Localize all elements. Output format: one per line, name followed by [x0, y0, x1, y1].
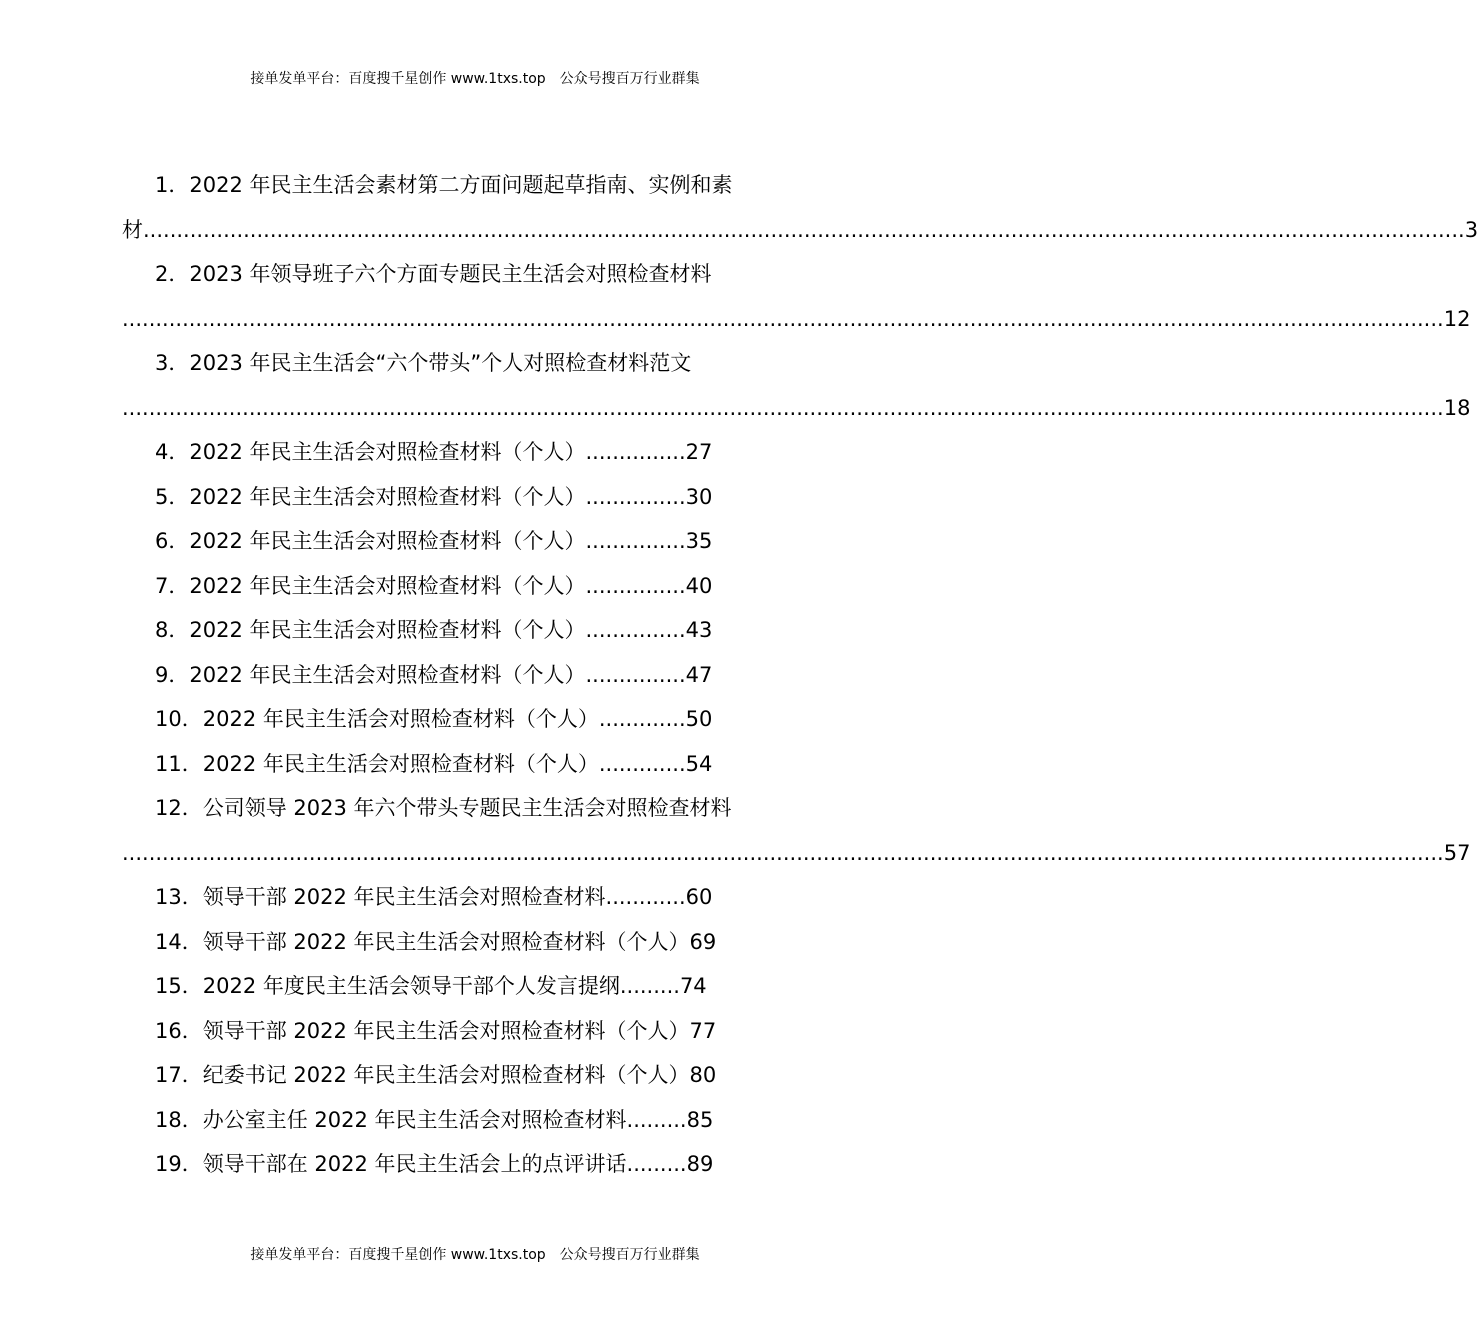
toc-number: 10． — [155, 707, 203, 731]
toc-entry-3[interactable] — [122, 341, 1471, 430]
toc-page: 69 — [689, 929, 717, 954]
toc-entry-13[interactable] — [122, 875, 836, 920]
toc-page: 3 — [1464, 217, 1478, 242]
toc-title: 领导干部在 2022 年民主生活会上的点评讲话 — [202, 1152, 627, 1176]
toc-title: 2022 年民主生活会对照检查材料（个人） — [189, 484, 586, 509]
toc-page: 50 — [685, 707, 713, 731]
toc-leader: ...................................................................................................................................................................................................... — [122, 840, 1444, 865]
toc-title: 2022 年民主生活会对照检查材料（个人） — [189, 662, 586, 687]
toc-entry-14[interactable] — [122, 920, 836, 965]
toc-number: 6． — [155, 529, 190, 553]
toc-leader: ............... — [585, 529, 686, 553]
toc-entry-18[interactable] — [122, 1098, 836, 1143]
toc-page: 89 — [686, 1152, 714, 1176]
toc-leader: ............... — [585, 618, 686, 642]
toc-leader: ......... — [626, 1107, 687, 1132]
toc-page: 12 — [1443, 306, 1471, 331]
toc-page: 35 — [685, 529, 713, 553]
page-header: 接单发单平台：百度搜千星创作 www.1txs.top 公众号搜百万行业群集 — [250, 71, 700, 87]
toc-page: 47 — [685, 662, 713, 687]
toc-leader: ............... — [585, 662, 686, 687]
toc-title: 纪委书记 2022 年民主生活会对照检查材料（个人） — [202, 1063, 690, 1087]
toc-entry-7[interactable] — [122, 564, 836, 609]
toc-number: 18． — [155, 1107, 203, 1132]
table-of-contents — [122, 163, 1478, 1187]
toc-title: 2022 年民主生活会对照检查材料（个人） — [189, 573, 586, 598]
toc-number: 12． — [155, 796, 203, 820]
toc-page: 18 — [1443, 395, 1471, 420]
toc-title: 2022 年民主生活会对照检查材料（个人） — [189, 440, 586, 464]
toc-leader: ............. — [598, 751, 686, 776]
toc-leader: ......... — [626, 1152, 687, 1176]
toc-number: 17． — [155, 1063, 203, 1087]
toc-title: 2022 年民主生活会对照检查材料（个人） — [189, 618, 586, 642]
toc-entry-16[interactable] — [122, 1009, 836, 1054]
toc-number: 11． — [155, 751, 203, 776]
toc-entry-19[interactable] — [122, 1142, 836, 1187]
page-footer: 接单发单平台：百度搜千星创作 www.1txs.top 公众号搜百万行业群集 — [250, 1247, 700, 1263]
toc-leader: ......... — [619, 974, 680, 998]
toc-title: 2022 年民主生活会对照检查材料（个人） — [202, 707, 599, 731]
toc-title: 公司领导 2023 年六个带头专题民主生活会对照检查材料 — [202, 796, 732, 820]
toc-leader: ...................................................................................................................................................................................................... — [122, 306, 1444, 331]
toc-page: 43 — [685, 618, 713, 642]
toc-title: 2022 年民主生活会对照检查材料（个人） — [189, 529, 586, 553]
toc-page: 54 — [685, 751, 713, 776]
toc-entry-1[interactable] — [122, 163, 1478, 252]
toc-number: 19． — [155, 1152, 203, 1176]
toc-leader: ............... — [585, 484, 686, 509]
toc-entry-15[interactable] — [122, 964, 836, 1009]
toc-leader: ............. — [598, 707, 686, 731]
toc-entry-8[interactable] — [122, 608, 836, 653]
toc-page: 74 — [679, 974, 707, 998]
toc-page: 85 — [686, 1107, 714, 1132]
toc-number: 14． — [155, 929, 203, 954]
toc-title: 领导干部 2022 年民主生活会对照检查材料 — [202, 885, 606, 909]
toc-page: 40 — [685, 573, 713, 598]
toc-entry-6[interactable] — [122, 519, 836, 564]
toc-leader: ...................................................................................................................................................................................................... — [122, 395, 1444, 420]
toc-number: 5． — [155, 484, 190, 509]
toc-entry-10[interactable] — [122, 697, 836, 742]
toc-page: 77 — [689, 1018, 717, 1043]
toc-leader: ............... — [585, 440, 686, 464]
toc-entry-17[interactable] — [122, 1053, 836, 1098]
toc-number: 9． — [155, 662, 190, 687]
toc-number: 4． — [155, 440, 190, 464]
toc-number: 15． — [155, 974, 203, 998]
toc-title: 2022 年民主生活会素材第二方面问题起草指南、实例和素 — [189, 173, 733, 197]
toc-leader: ...................................................................................................................................................................................................... — [143, 217, 1465, 242]
toc-entry-12[interactable] — [122, 786, 1471, 875]
toc-title: 2022 年民主生活会对照检查材料（个人） — [202, 751, 599, 776]
toc-number: 13． — [155, 885, 203, 909]
toc-entry-11[interactable] — [122, 742, 836, 787]
toc-number: 2． — [155, 262, 190, 286]
toc-entry-2[interactable] — [122, 252, 1471, 341]
toc-number: 8． — [155, 618, 190, 642]
toc-title: 领导干部 2022 年民主生活会对照检查材料（个人） — [202, 929, 690, 954]
toc-entry-9[interactable] — [122, 653, 836, 698]
toc-number: 7． — [155, 573, 190, 598]
toc-number: 16． — [155, 1018, 203, 1043]
toc-page: 27 — [685, 440, 713, 464]
toc-title: 领导干部 2022 年民主生活会对照检查材料（个人） — [202, 1018, 690, 1043]
toc-title: 2023 年民主生活会“六个带头”个人对照检查材料范文 — [189, 351, 692, 375]
toc-entry-5[interactable] — [122, 475, 836, 520]
toc-title: 2023 年领导班子六个方面专题民主生活会对照检查材料 — [189, 262, 712, 286]
toc-title-continued: 材 — [122, 217, 143, 242]
toc-number: 1． — [155, 173, 190, 197]
toc-page: 80 — [689, 1063, 717, 1087]
toc-page: 60 — [685, 885, 713, 909]
toc-number: 3． — [155, 351, 190, 375]
toc-page: 30 — [685, 484, 713, 509]
toc-page: 57 — [1443, 840, 1471, 865]
toc-title: 办公室主任 2022 年民主生活会对照检查材料 — [202, 1107, 627, 1132]
toc-leader: ............... — [585, 573, 686, 598]
toc-title: 2022 年度民主生活会领导干部个人发言提纲 — [202, 974, 620, 998]
toc-entry-4[interactable] — [122, 430, 836, 475]
toc-leader: ............ — [605, 885, 686, 909]
